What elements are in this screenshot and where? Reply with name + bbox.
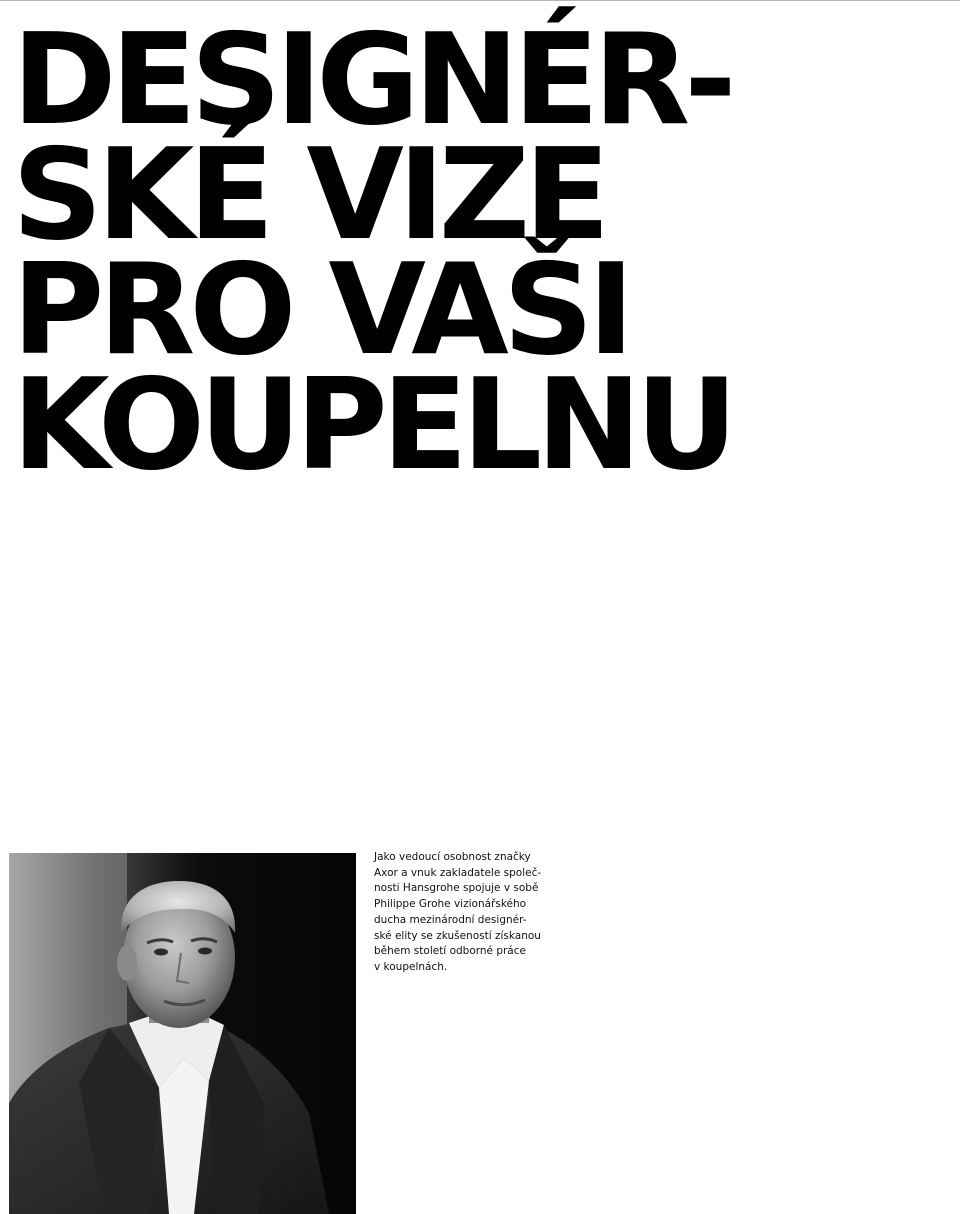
intro-line: v koupelnách.	[374, 960, 448, 973]
intro-line: během století odborné práce	[374, 945, 526, 958]
top-rule	[0, 0, 960, 1]
intro-paragraph	[374, 850, 574, 976]
intro-line: Philippe Grohe vizionářského	[374, 898, 527, 911]
headline-line: PRO VAŠI	[12, 236, 629, 383]
page-headline	[12, 6, 732, 498]
intro-line: ské elity se zkušeností získanou	[374, 929, 541, 942]
intro-line: nosti Hansgrohe spojuje v sobě	[374, 882, 539, 895]
headline-line: DESIGNÉR-	[12, 6, 731, 153]
headline-line: KOUPELNU	[12, 351, 732, 498]
portrait-image	[9, 853, 356, 1214]
intro-line: Axor a vnuk zakladatele společ-	[374, 866, 542, 879]
intro-line: ducha mezinárodní designér-	[374, 913, 527, 926]
headline-line: SKÉ VIZE	[12, 121, 605, 268]
portrait-photo	[9, 853, 356, 1214]
intro-line: Jako vedoucí osobnost značky	[374, 851, 531, 863]
